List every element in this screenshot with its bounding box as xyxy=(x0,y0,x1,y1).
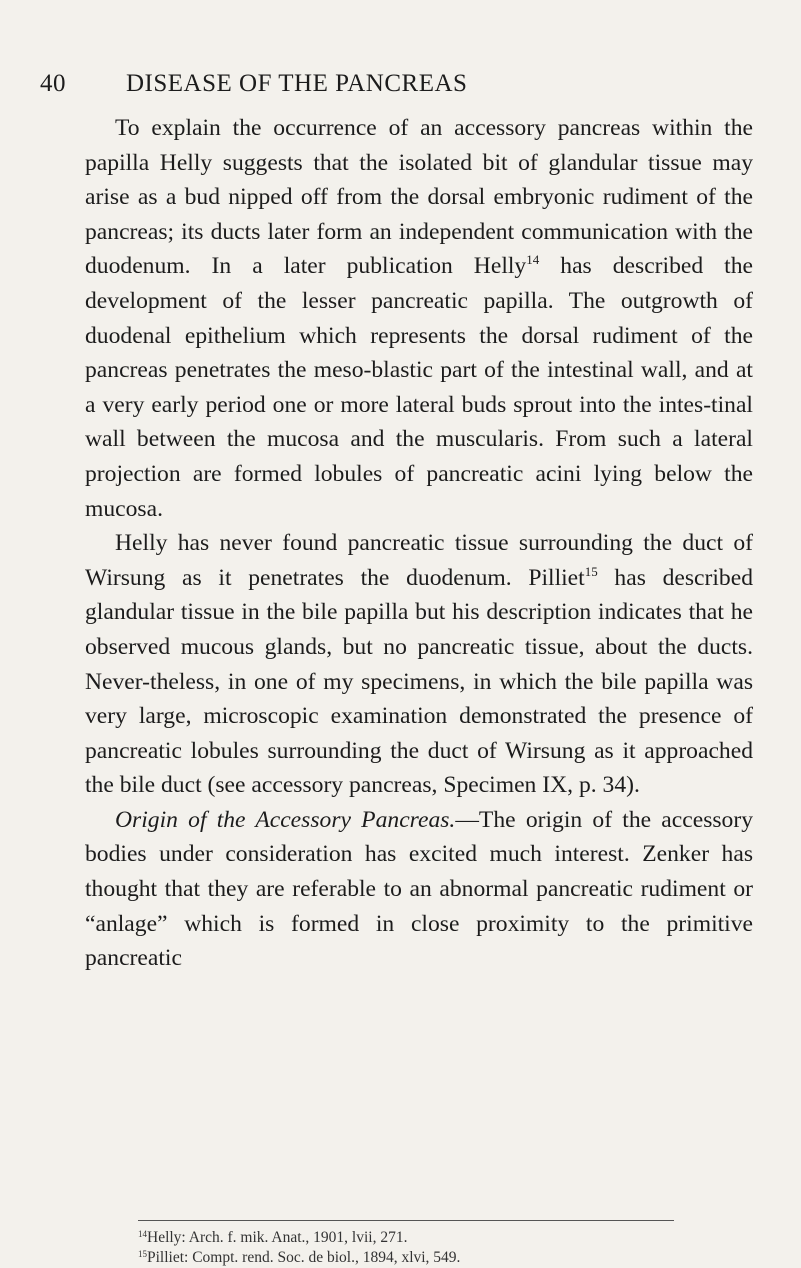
footnotes xyxy=(138,1228,738,1268)
footnote-number: 15 xyxy=(138,1249,147,1259)
paragraph-1 xyxy=(85,111,753,526)
paragraph-1-text-a: To explain the occurrence of an accessory pancreas within the papilla Helly suggests that the isolated bit of glandular tissue may arise as a bud nipped off from the dorsal embryonic rudiment of the pancreas; its ducts later form an independent communication with the duodenum. In a later publication Helly xyxy=(85,115,753,280)
page-header xyxy=(40,70,740,102)
footnote-ref-14: 14 xyxy=(526,252,540,268)
paragraph-3 xyxy=(85,803,753,976)
paragraph-1-text-b: has described the development of the lesser pancreatic papilla. The outgrowth of duodenal epithelium which represents the dorsal rudiment of the pancreas penetrates the meso-blastic part of the intestinal wall, and at a very early period one or more lateral buds sprout into the intes-tinal wall between the mucosa and the muscularis. From such a lateral projection are formed lobules of pancreatic acini lying below the mucosa. xyxy=(85,253,753,522)
page-number: 40 xyxy=(40,70,66,97)
footnote-number: 14 xyxy=(138,1229,147,1239)
footnote-text: Helly: Arch. f. mik. Anat., 1901, lvii, 271. xyxy=(147,1229,408,1246)
running-title: DISEASE OF THE PANCREAS xyxy=(126,70,468,97)
footnote-ref-15: 15 xyxy=(584,563,598,579)
paragraph-3-text: —The origin of the accessory bodies under consideration has excited much interest. Zenker has thought that they are referable to an abnormal pancreatic rudiment or “anlage” which is formed in close proximity to the primitive pancreatic xyxy=(85,806,754,972)
footnote-14 xyxy=(138,1228,738,1248)
section-heading: Origin of the Accessory Pancreas. xyxy=(115,806,456,833)
footnote-text: Pilliet: Compt. rend. Soc. de biol., 1894, xlvi, 549. xyxy=(147,1249,461,1266)
paragraph-2-text-b: has described glandular tissue in the bile papilla but his description indicates that he observed mucous glands, but no pancreatic tissue, about the ducts. Never-theless, in one of my specimens, in which the bile papilla was very large, microscopic examination demonstrated the presence of pancreatic lobules surrounding the duct of Wirsung as it approached the bile duct (see accessory pancreas, Specimen IX, p. 34). xyxy=(85,564,753,799)
paragraph-2-text-a: Helly has never found pancreatic tissue surrounding the duct of Wirsung as it penetrates the duodenum. Pilliet xyxy=(85,530,753,591)
footnote-15 xyxy=(138,1248,738,1268)
paragraph-2 xyxy=(85,526,753,803)
body-text xyxy=(85,111,753,976)
footnote-divider xyxy=(138,1220,674,1221)
